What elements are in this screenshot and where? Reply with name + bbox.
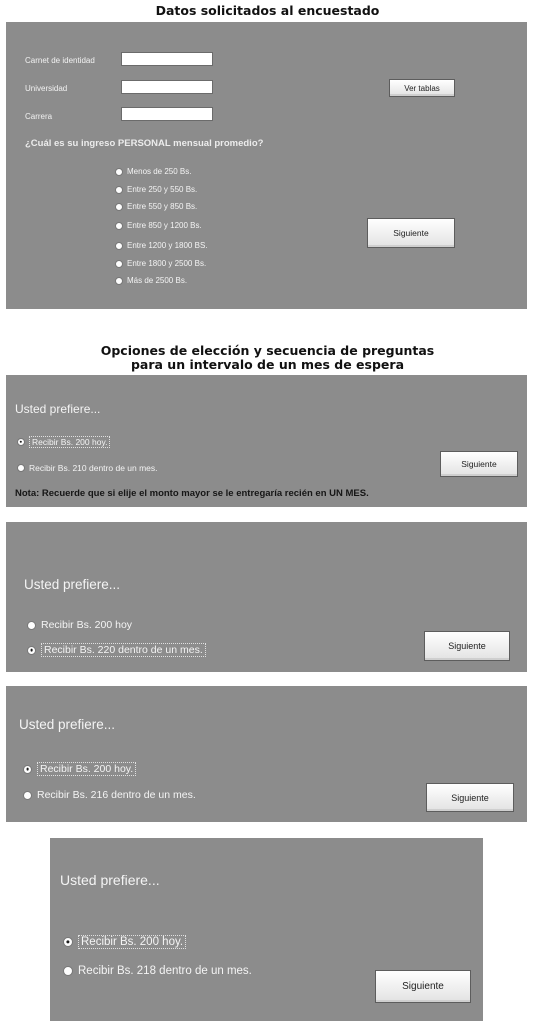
carnet-label: Carnet de identidad — [25, 56, 95, 65]
siguiente-button[interactable]: Siguiente — [426, 783, 514, 812]
radio-button-selected-icon[interactable] — [17, 438, 25, 446]
income-option[interactable] — [115, 241, 208, 250]
radio-button-selected-icon[interactable] — [27, 646, 36, 655]
income-option[interactable] — [115, 167, 191, 176]
option-today[interactable] — [23, 762, 136, 776]
universidad-input[interactable] — [121, 80, 213, 94]
siguiente-button[interactable]: Siguiente — [367, 218, 455, 248]
option-later[interactable] — [27, 643, 206, 657]
income-option-label: Entre 550 y 850 Bs. — [127, 202, 198, 211]
universidad-label: Universidad — [25, 84, 68, 93]
income-option-label: Entre 850 y 1200 Bs. — [127, 221, 202, 230]
note-text: Nota: Recuerde que si elije el monto mayor se le entregaría recién en UN MES. — [15, 488, 369, 499]
prompt-text: Usted prefiere... — [15, 402, 101, 416]
income-option[interactable] — [115, 259, 206, 268]
option-today[interactable] — [17, 436, 110, 448]
radio-button-icon[interactable] — [27, 621, 36, 630]
choice-panel-2 — [6, 522, 527, 672]
prompt-text: Usted prefiere... — [19, 717, 116, 732]
option-later-label: Recibir Bs. 220 dentro de un mes. — [41, 643, 206, 657]
carrera-input[interactable] — [121, 107, 213, 121]
choice-panel-3 — [6, 686, 527, 822]
section1-title: Datos solicitados al encuestado — [155, 3, 380, 18]
radio-button-icon[interactable] — [115, 260, 123, 268]
income-option-label: Más de 2500 Bs. — [127, 276, 188, 285]
radio-button-icon[interactable] — [17, 464, 25, 472]
option-today-label: Recibir Bs. 200 hoy. — [29, 436, 110, 448]
radio-button-icon[interactable] — [63, 966, 73, 976]
radio-button-selected-icon[interactable] — [63, 937, 73, 947]
option-today-label: Recibir Bs. 200 hoy. — [78, 935, 186, 949]
respondent-data-panel — [6, 22, 527, 309]
option-today[interactable] — [27, 619, 132, 631]
ver-tablas-button[interactable]: Ver tablas — [389, 79, 455, 97]
income-option-label: Menos de 250 Bs. — [127, 167, 192, 176]
income-option[interactable] — [115, 202, 197, 211]
choice-panel-1 — [6, 375, 527, 507]
carrera-label: Carrera — [25, 112, 53, 121]
option-later[interactable] — [23, 789, 196, 801]
option-today-label: Recibir Bs. 200 hoy. — [37, 762, 136, 776]
option-today[interactable] — [63, 935, 186, 949]
radio-button-selected-icon[interactable] — [23, 765, 32, 774]
income-option-label: Entre 250 y 550 Bs. — [127, 185, 198, 194]
option-later[interactable] — [17, 463, 158, 473]
income-option[interactable] — [115, 185, 197, 194]
option-later-label: Recibir Bs. 218 dentro de un mes. — [78, 965, 252, 977]
option-later-label: Recibir Bs. 210 dentro de un mes. — [29, 463, 158, 473]
income-option-label: Entre 1200 y 1800 BS. — [127, 241, 208, 250]
radio-button-icon[interactable] — [115, 203, 123, 211]
section2-title-line1: Opciones de elección y secuencia de preguntas — [100, 343, 435, 358]
radio-button-icon[interactable] — [115, 242, 123, 250]
radio-button-icon[interactable] — [23, 791, 32, 800]
income-question: ¿Cuál es su ingreso PERSONAL mensual promedio? — [25, 138, 264, 149]
siguiente-button[interactable]: Siguiente — [424, 631, 510, 661]
section2-title-line2: para un intervalo de un mes de espera — [130, 357, 405, 372]
carnet-input[interactable] — [121, 52, 213, 66]
income-option[interactable] — [115, 221, 202, 230]
radio-button-icon[interactable] — [115, 168, 123, 176]
prompt-text: Usted prefiere... — [24, 577, 121, 592]
siguiente-button[interactable]: Siguiente — [440, 451, 518, 477]
radio-button-icon[interactable] — [115, 186, 123, 194]
option-today-label: Recibir Bs. 200 hoy — [41, 619, 133, 631]
income-option[interactable] — [115, 276, 187, 285]
radio-button-icon[interactable] — [115, 277, 123, 285]
income-option-label: Entre 1800 y 2500 Bs. — [127, 259, 207, 268]
option-later[interactable] — [63, 965, 252, 977]
radio-button-icon[interactable] — [115, 222, 123, 230]
choice-panel-4 — [50, 838, 483, 1021]
option-later-label: Recibir Bs. 216 dentro de un mes. — [37, 789, 196, 801]
siguiente-button[interactable]: Siguiente — [375, 970, 471, 1003]
prompt-text: Usted prefiere... — [60, 872, 160, 888]
